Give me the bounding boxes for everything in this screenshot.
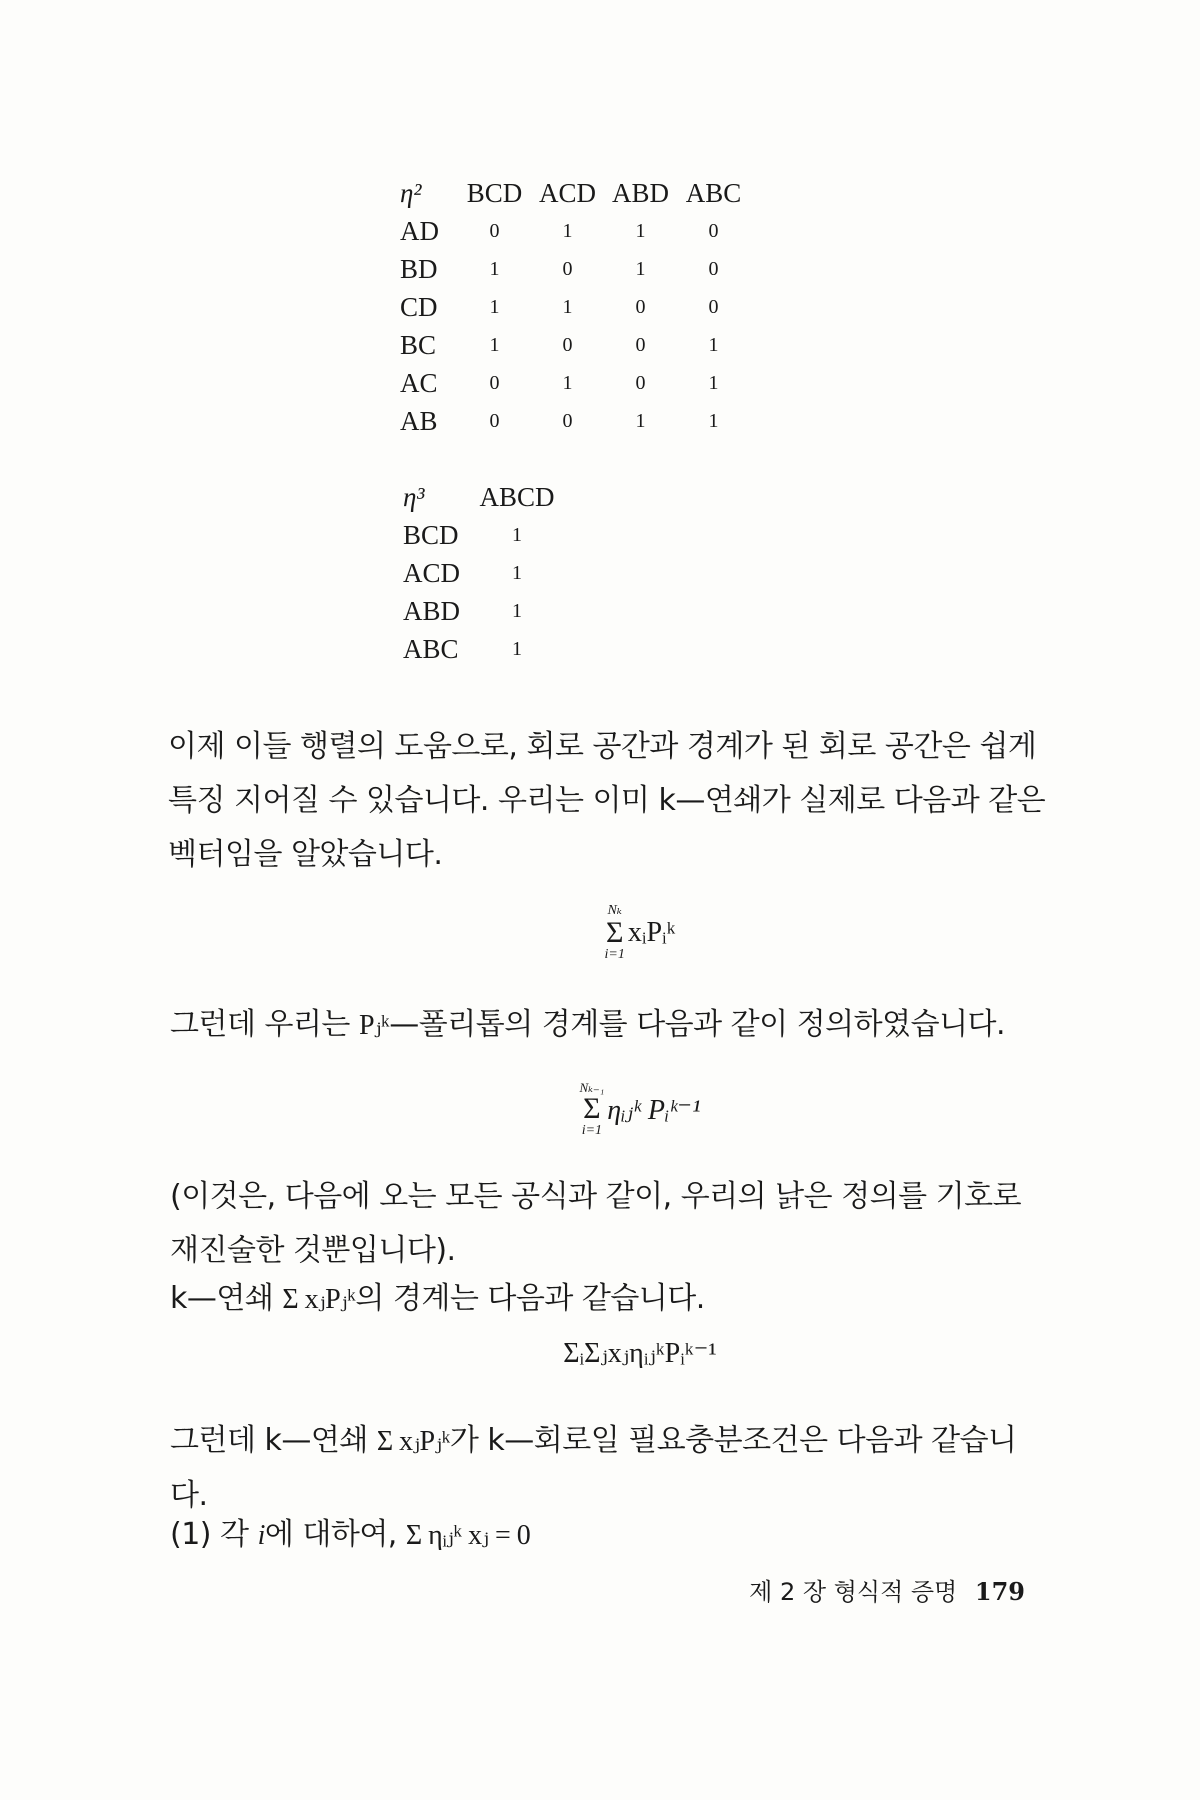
math-inline: Σ xⱼPⱼᵏ <box>282 1284 356 1315</box>
formula-boundary-sum <box>530 1068 750 1138</box>
row-label: ACD <box>403 557 461 588</box>
math-inline: Σ xⱼPⱼᵏ <box>376 1426 450 1457</box>
paragraph-text: 의 경계는 다음과 같습니다. <box>355 1281 705 1316</box>
sum-lower-limit: i=1 <box>604 947 625 962</box>
column-header: ABC <box>685 177 742 208</box>
paragraph-text: 그런데 k—연쇄 <box>170 1423 377 1458</box>
table-cell: 0 <box>562 257 573 280</box>
sum-body: ηᵢⱼᵏ Pᵢᵏ⁻¹ <box>607 1094 701 1126</box>
paragraph-condition-1 <box>170 1508 1050 1563</box>
table-cell: 1 <box>562 219 573 242</box>
page-footer <box>735 1572 1025 1607</box>
paragraph-text: 그런데 우리는 <box>170 1007 359 1042</box>
sigma-symbol: Σ <box>605 916 624 949</box>
table-cell: 0 <box>489 409 500 432</box>
table-cell: 1 <box>562 371 573 394</box>
table-row <box>400 364 750 402</box>
table-cell: 1 <box>635 257 646 280</box>
table-cell: 1 <box>489 333 500 356</box>
table-cell: 1 <box>708 333 719 356</box>
paragraph-boundary-definition <box>170 998 1050 1053</box>
row-label: BD <box>400 253 438 284</box>
table-cell: 1 <box>512 599 522 622</box>
table-cell: 1 <box>708 371 719 394</box>
table-cell: 0 <box>635 295 646 318</box>
table-row <box>403 554 561 592</box>
table-cell: 1 <box>708 409 719 432</box>
column-header: ABCD <box>479 481 555 512</box>
table-corner-label: η² <box>400 177 422 208</box>
sigma-symbol: Σ <box>583 1092 601 1125</box>
table-cell: 0 <box>562 333 573 356</box>
sum-body: xᵢPᵢᵏ <box>627 917 676 948</box>
row-label: CD <box>400 291 438 322</box>
table-cell: 0 <box>708 295 719 318</box>
row-label: ABC <box>403 633 459 664</box>
math-variable: i <box>257 1520 265 1551</box>
column-header: BCD <box>466 177 523 208</box>
table-header-row <box>403 478 561 516</box>
table-cell: 0 <box>562 409 573 432</box>
column-header: ACD <box>538 177 596 208</box>
table-cell: 0 <box>635 333 646 356</box>
paragraph-cycle-condition <box>170 1414 1050 1523</box>
row-label: AB <box>400 405 438 436</box>
table-header-row <box>400 174 750 212</box>
eta3-incidence-table <box>403 478 561 668</box>
sum-upper-limit: Nₖ₋₁ <box>579 1080 605 1095</box>
column-header: ABD <box>611 177 669 208</box>
table-row <box>403 630 561 668</box>
table-cell: 0 <box>635 371 646 394</box>
chapter-title: 제 2 장 형식적 증명 <box>749 1578 958 1606</box>
table-cell: 1 <box>512 637 522 660</box>
table-cell: 0 <box>708 219 719 242</box>
table-cell: 1 <box>635 219 646 242</box>
math-inline: Σ ηᵢⱼᵏ xⱼ = 0 <box>405 1520 531 1551</box>
table-cell: 1 <box>562 295 573 318</box>
paragraph-text: k—연쇄 <box>170 1281 283 1316</box>
formula-double-sum: ΣᵢΣⱼxⱼηᵢⱼᵏPᵢᵏ⁻¹ <box>563 1338 717 1369</box>
paragraph-remark: (이것은, 다음에 오는 모든 공식과 같이, 우리의 낡은 정의를 기호로 재진술한 것뿐입니다). <box>170 1179 1022 1268</box>
math-inline: Pⱼᵏ <box>358 1010 390 1041</box>
table-row <box>400 288 750 326</box>
paragraph-text: (1) 각 <box>170 1517 258 1552</box>
table-row <box>403 516 561 554</box>
table-cell: 1 <box>489 257 500 280</box>
row-label: AC <box>400 367 438 398</box>
paragraph-text: —폴리톱의 경계를 다음과 같이 정의하였습니다. <box>389 1007 1006 1042</box>
sum-upper-limit: Nₖ <box>607 903 622 918</box>
table-cell: 0 <box>489 219 500 242</box>
paragraph-text: 에 대하여, <box>264 1517 406 1552</box>
table-cell: 0 <box>489 371 500 394</box>
table-row <box>400 326 750 364</box>
table-cell: 1 <box>512 523 522 546</box>
row-label: ABD <box>403 595 461 626</box>
table-row <box>403 592 561 630</box>
page-number: 179 <box>974 1577 1025 1606</box>
paragraph-chain-boundary <box>170 1272 1050 1327</box>
table-cell: 1 <box>512 561 522 584</box>
row-label: AD <box>400 215 439 246</box>
table-row <box>400 250 750 288</box>
table-cell: 1 <box>635 409 646 432</box>
row-label: BC <box>400 329 437 360</box>
row-label: BCD <box>403 519 459 550</box>
table-corner-label: η³ <box>403 481 425 512</box>
eta2-incidence-table <box>400 174 750 440</box>
table-cell: 1 <box>489 295 500 318</box>
sum-lower-limit: i=1 <box>581 1123 603 1138</box>
table-row <box>400 402 750 440</box>
paragraph-text: 가 k—회로일 필요충분조건은 다음과 같습니다. <box>170 1423 1017 1513</box>
paragraph-intro: 이제 이들 행렬의 도움으로, 회로 공간과 경계가 된 회로 공간은 쉽게 특징 지어질 수 있습니다. 우리는 이미 k—연쇄가 실제로 다음과 같은 벡터임을 알았습니다. <box>168 729 1046 872</box>
table-row <box>400 212 750 250</box>
table-cell: 0 <box>708 257 719 280</box>
formula-chain-sum <box>540 890 740 962</box>
